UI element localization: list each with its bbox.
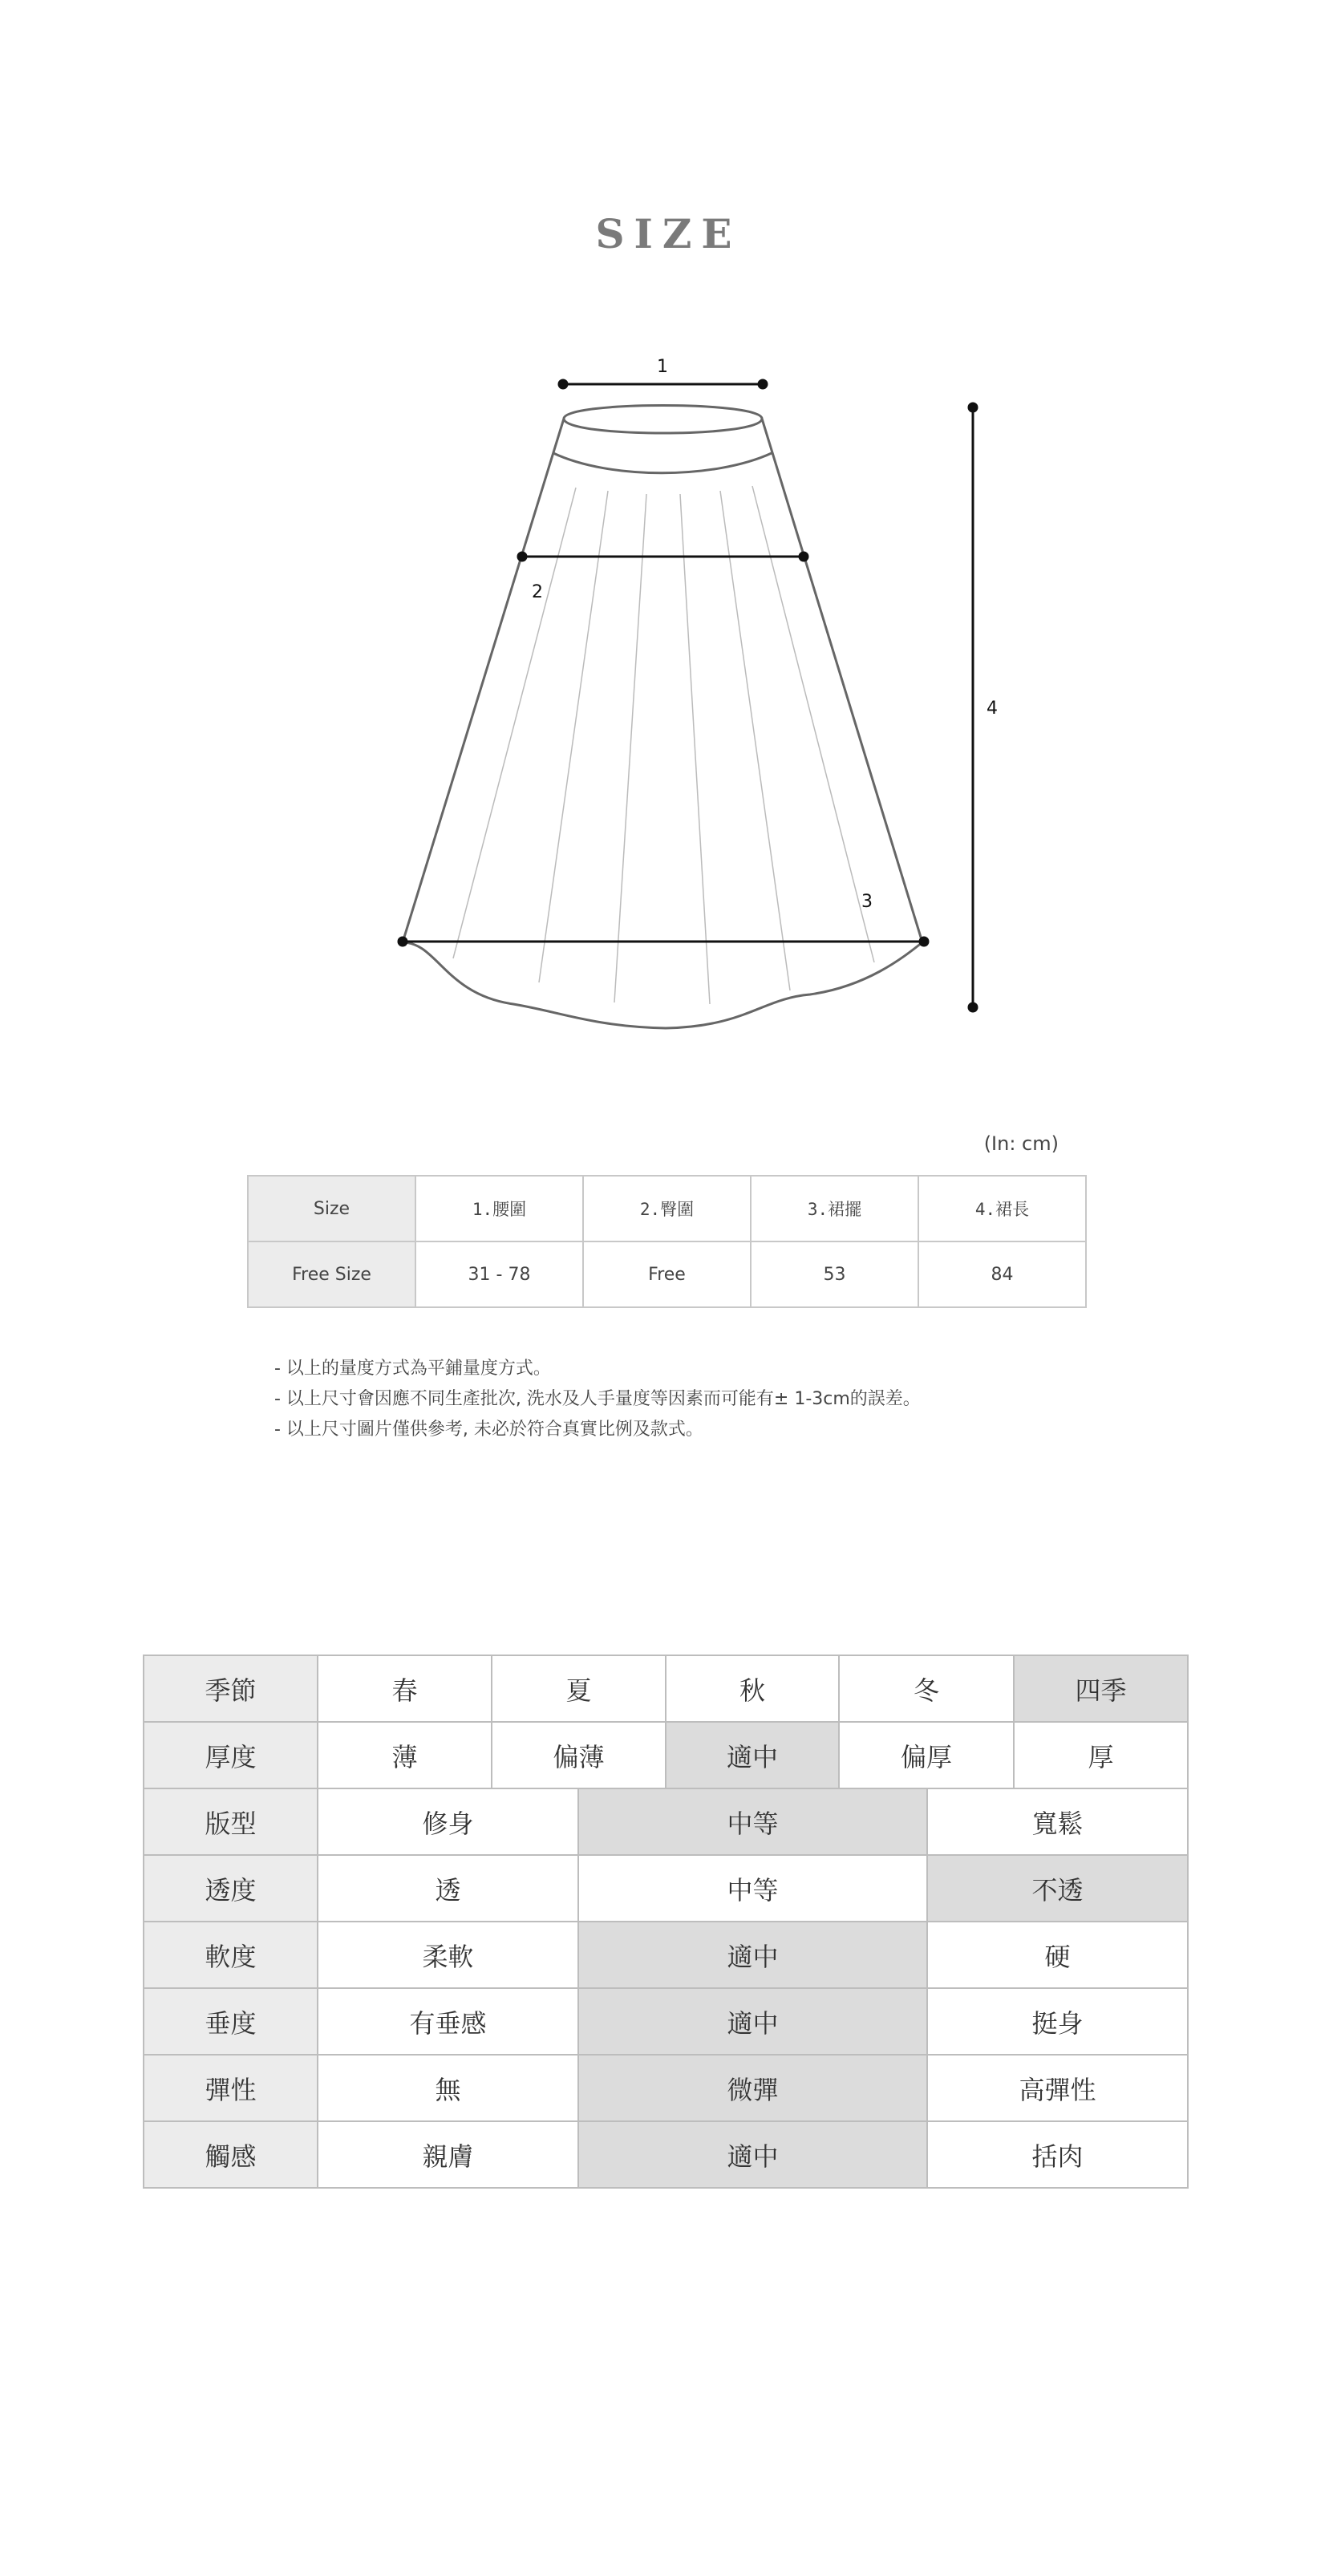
note-line: - 以上尺寸會因應不同生產批次, 洗水及人手量度等因素而可能有± 1-3cm的誤差。	[274, 1389, 921, 1409]
attribute-label: 彈性	[144, 2055, 318, 2121]
size-table-cell: 53	[751, 1241, 918, 1307]
measure-label-2: 2	[532, 582, 543, 602]
attribute-row	[144, 1855, 1188, 1922]
attribute-option: 秋	[666, 1655, 839, 1722]
attribute-option: 春	[318, 1655, 492, 1722]
attribute-option: 硬	[927, 1922, 1188, 1988]
attribute-row	[144, 1655, 1188, 1722]
attribute-label: 版型	[144, 1788, 318, 1855]
size-table-cell: 31 - 78	[415, 1241, 583, 1307]
attribute-row	[144, 1922, 1188, 1988]
attribute-option-selected: 適中	[578, 1988, 927, 2055]
attribute-option-selected: 微彈	[578, 2055, 927, 2121]
attribute-option: 寬鬆	[927, 1788, 1188, 1855]
attribute-label: 垂度	[144, 1988, 318, 2055]
attribute-label: 觸感	[144, 2121, 318, 2188]
attribute-option: 親膚	[318, 2121, 578, 2188]
attribute-option: 偏薄	[492, 1722, 666, 1788]
size-table-cell: Free Size	[248, 1241, 415, 1307]
skirt-pleat-lines	[453, 486, 874, 1004]
attribute-label: 軟度	[144, 1922, 318, 1988]
attribute-option: 高彈性	[927, 2055, 1188, 2121]
attribute-option-selected: 不透	[927, 1855, 1188, 1922]
attribute-option-selected: 適中	[578, 2121, 927, 2188]
skirt-outline	[403, 419, 922, 1028]
attribute-row	[144, 1788, 1188, 1855]
attribute-option: 偏厚	[839, 1722, 1014, 1788]
size-notes	[274, 1354, 921, 1445]
page-title: SIZE	[595, 210, 742, 257]
size-table-header-row	[248, 1176, 1086, 1241]
attribute-option: 透	[318, 1855, 578, 1922]
attribute-option: 柔軟	[318, 1922, 578, 1988]
attribute-option-selected: 適中	[666, 1722, 839, 1788]
attribute-option: 修身	[318, 1788, 578, 1855]
note-line: - 以上的量度方式為平鋪量度方式。	[274, 1359, 551, 1379]
skirt-waistband-seam	[553, 453, 772, 473]
attribute-label: 透度	[144, 1855, 318, 1922]
size-table-header-cell: 3.裙擺	[751, 1176, 918, 1241]
fabric-attribute-table	[143, 1655, 1189, 2189]
size-table-cell: Free	[583, 1241, 751, 1307]
skirt-measurement-diagram	[0, 0, 1337, 1067]
attribute-row	[144, 2121, 1188, 2188]
size-table-row	[248, 1241, 1086, 1307]
attribute-row	[144, 1722, 1188, 1788]
measure-label-1: 1	[657, 357, 668, 377]
attribute-option: 中等	[578, 1855, 927, 1922]
attribute-option: 冬	[839, 1655, 1014, 1722]
attribute-option: 薄	[318, 1722, 492, 1788]
attribute-option-selected: 四季	[1014, 1655, 1188, 1722]
attribute-option: 有垂感	[318, 1988, 578, 2055]
measure-label-3: 3	[861, 892, 873, 912]
measure-label-4: 4	[987, 699, 998, 719]
size-table-cell: 84	[918, 1241, 1086, 1307]
attribute-option: 挺身	[927, 1988, 1188, 2055]
size-table	[247, 1175, 1087, 1308]
skirt-waistband-top	[564, 406, 762, 434]
attribute-option: 無	[318, 2055, 578, 2121]
note-line: - 以上尺寸圖片僅供參考, 未必於符合真實比例及款式。	[274, 1420, 703, 1440]
attribute-option: 括肉	[927, 2121, 1188, 2188]
attribute-option-selected: 適中	[578, 1922, 927, 1988]
size-table-header-cell: 1.腰圍	[415, 1176, 583, 1241]
attribute-option: 夏	[492, 1655, 666, 1722]
unit-label: (In: cm)	[983, 1132, 1059, 1155]
size-table-header-cell: Size	[248, 1176, 415, 1241]
attribute-row	[144, 1988, 1188, 2055]
attribute-label: 厚度	[144, 1722, 318, 1788]
size-table-header-cell: 2.臀圍	[583, 1176, 751, 1241]
size-table-header-cell: 4.裙長	[918, 1176, 1086, 1241]
attribute-option: 厚	[1014, 1722, 1188, 1788]
attribute-label: 季節	[144, 1655, 318, 1722]
attribute-row	[144, 2055, 1188, 2121]
attribute-option-selected: 中等	[578, 1788, 927, 1855]
